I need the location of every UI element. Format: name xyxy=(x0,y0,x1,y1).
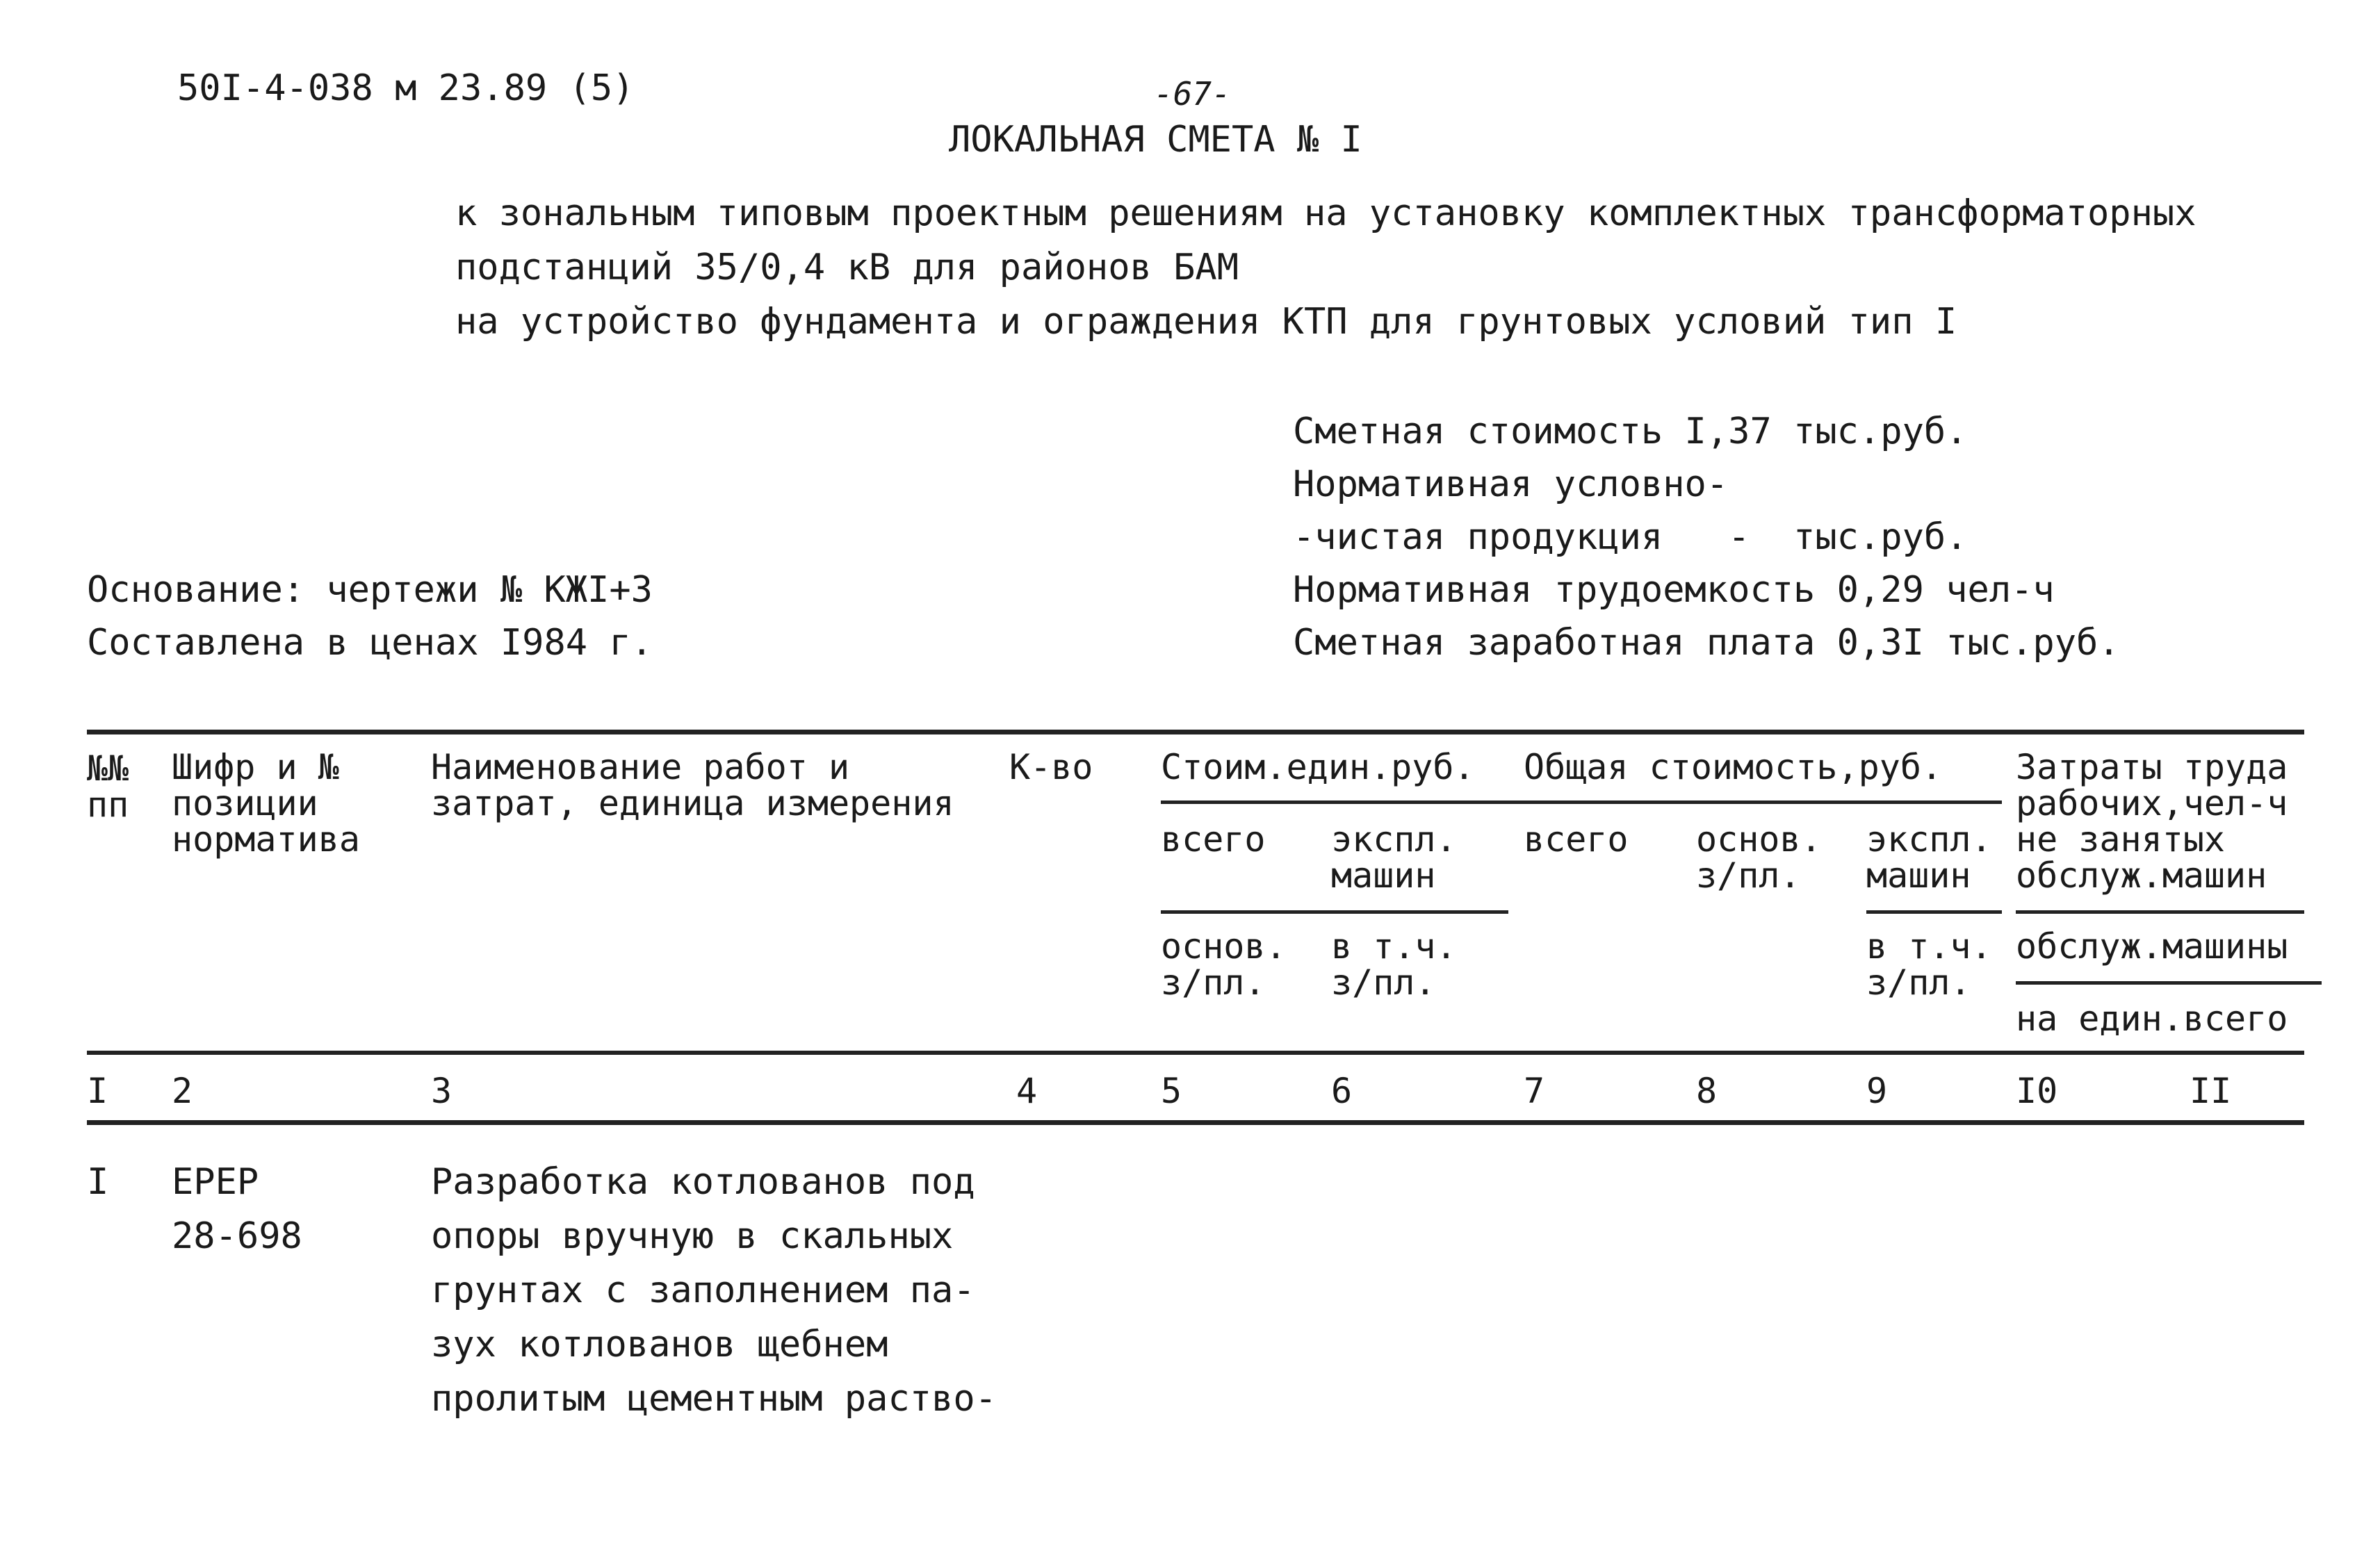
summary-labor-intensity: Нормативная трудоемкость 0,29 чел-ч xyxy=(1293,569,2055,611)
row-name-line-4: зух котлованов щебнем xyxy=(431,1324,888,1365)
col-header-code-1: Шифр и № xyxy=(172,747,339,787)
col-number-4: 4 xyxy=(1016,1071,1038,1111)
header-bottom-rule xyxy=(87,1051,2304,1055)
column-numbers-rule xyxy=(87,1120,2304,1125)
col-number-9: 9 xyxy=(1866,1071,1888,1111)
machine-cost-subrule xyxy=(1866,910,2002,914)
col-6-bottom-header-1: в т.ч. xyxy=(1331,926,1457,967)
col-header-code-2: позиции xyxy=(172,783,318,823)
col-header-name-1: Наименование работ и xyxy=(431,747,850,787)
col-5-bottom-header-1: основ. xyxy=(1161,926,1287,967)
labor-subrule-2 xyxy=(2016,981,2322,985)
col-9-bottom-header-1: в т.ч. xyxy=(1866,926,1992,967)
col-header-no-2: пп xyxy=(87,785,129,825)
row-name-line-2: опоры вручную в скальных xyxy=(431,1215,954,1257)
col-header-no-1: №№ xyxy=(87,748,129,789)
subtitle-line-2: подстанций 35/0,4 кВ для районов БАМ xyxy=(455,247,1239,288)
total-cost-group-header: Общая стоимость,руб. xyxy=(1524,747,1943,787)
col-6-top-header-2: машин xyxy=(1331,855,1436,896)
subtitle-line-3: на устройство фундамента и ограждения КТП для грунтовых условий тип I xyxy=(455,301,1957,343)
labor-group-header-3: не занятых xyxy=(2016,819,2226,860)
unit-cost-subrule xyxy=(1161,910,1508,914)
col-number-8: 8 xyxy=(1696,1071,1718,1111)
col-number-7: 7 xyxy=(1524,1071,1545,1111)
col-5-bottom-header-2: з/пл. xyxy=(1161,962,1266,1003)
col-number-6: 6 xyxy=(1331,1071,1353,1111)
row-name-line-3: грунтах с заполнением па- xyxy=(431,1270,975,1311)
col-number-5: 5 xyxy=(1161,1071,1182,1111)
col-header-code-3: норматива xyxy=(172,819,360,860)
summary-net-product-label: Нормативная условно- xyxy=(1293,463,1729,505)
row-code-line-1: ЕРЕР xyxy=(172,1161,259,1203)
document-title: ЛОКАЛЬНАЯ СМЕТА № I xyxy=(949,119,1362,161)
row-number: I xyxy=(87,1161,109,1203)
col-header-quantity: К-во xyxy=(1009,747,1093,787)
col-9-top-header-1: экспл. xyxy=(1866,819,1992,860)
labor-subrule-1 xyxy=(2016,910,2304,914)
col-6-top-header-1: экспл. xyxy=(1331,819,1457,860)
col-9-bottom-header-2: з/пл. xyxy=(1866,962,1971,1003)
col-8-header-1: основ. xyxy=(1696,819,1822,860)
row-name-line-1: Разработка котлованов под xyxy=(431,1161,975,1203)
row-name-line-5: пролитым цементным раство- xyxy=(431,1378,997,1420)
labor-group-header-1: Затраты труда xyxy=(2016,747,2288,787)
basis-prices: Составлена в ценах I984 г. xyxy=(87,622,653,664)
col-9-top-header-2: машин xyxy=(1866,855,1971,896)
labor-group-header-4: обслуж.машин xyxy=(2016,855,2267,896)
col-header-name-2: затрат, единица измерения xyxy=(431,783,954,823)
col-number-1: I xyxy=(87,1071,108,1111)
summary-estimated-cost: Сметная стоимость I,37 тыс.руб. xyxy=(1293,411,1968,452)
col-number-11: II xyxy=(2190,1071,2232,1111)
table-top-rule xyxy=(87,730,2304,734)
col-8-header-2: з/пл. xyxy=(1696,855,1801,896)
summary-wage-fund: Сметная заработная плата 0,3I тыс.руб. xyxy=(1293,622,2120,664)
unit-cost-group-header: Стоим.един.руб. xyxy=(1161,747,1475,787)
col-6-bottom-header-2: з/пл. xyxy=(1331,962,1436,1003)
header-group-rule xyxy=(1161,800,2002,804)
labor-units-header: на един.всего xyxy=(2016,999,2288,1039)
basis-drawings: Основание: чертежи № КЖI+3 xyxy=(87,569,653,611)
labor-service-header: обслуж.машины xyxy=(2016,926,2288,967)
col-7-header: всего xyxy=(1524,819,1629,860)
subtitle-line-1: к зональным типовым проектным решениям на установку комплектных трансформаторных xyxy=(455,192,2196,234)
col-5-top-header: всего xyxy=(1161,819,1266,860)
page-number: -67- xyxy=(1154,75,1231,113)
col-number-10: I0 xyxy=(2016,1071,2058,1111)
col-number-2: 2 xyxy=(172,1071,193,1111)
row-code-line-2: 28-698 xyxy=(172,1215,302,1257)
labor-group-header-2: рабочих,чел-ч xyxy=(2016,783,2288,823)
summary-net-product-value: -чистая продукция - тыс.руб. xyxy=(1293,516,1968,558)
col-number-3: 3 xyxy=(431,1071,453,1111)
document-code: 50I-4-038 м 23.89 (5) xyxy=(177,67,635,109)
